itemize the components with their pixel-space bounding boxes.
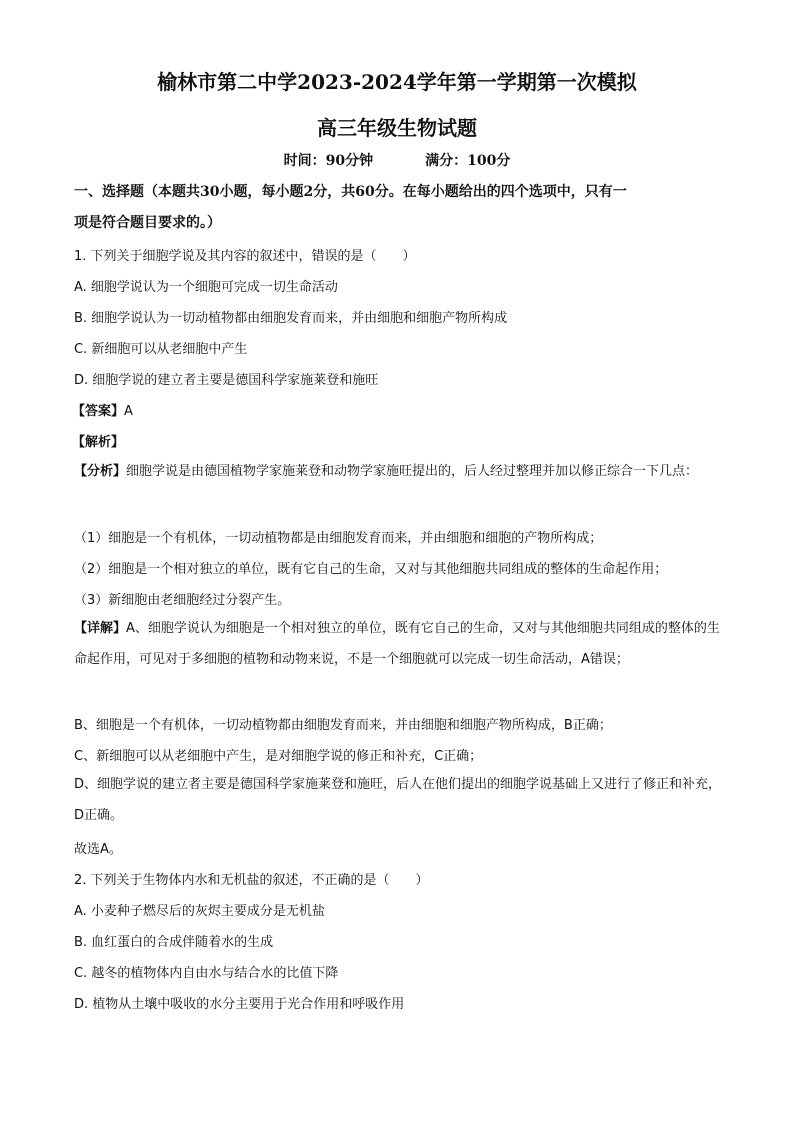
q1-analysis-tag: 【解析】	[72, 435, 125, 450]
q1-answer	[72, 400, 133, 419]
q1-option-a: A. 细胞学说认为一个细胞可完成一切生命活动	[74, 280, 338, 295]
section-heading-line1: 一、选择题（本题共30小题，每小题2分，共60分。在每小题给出的四个选项中，只有一	[74, 184, 627, 200]
exam-title-line1: 榆林市第二中学2023-2024学年第一学期第一次模拟	[157, 70, 637, 94]
xiangjie-a-text: A、细胞学说认为细胞是一个相对独立的单位，既有它自己的生命，又对与其他细胞共同组成的整体的生命起作用，可见对于多细胞的植物和动物来说，不是一个细胞就可以完成一切生命活动，A错误；	[74, 621, 720, 667]
q1-xiangjie-d: D、细胞学说的建立者主要是德国科学家施莱登和施旺，后人在他们提出的细胞学说基础上又进行了修正和补充，D正确。	[74, 777, 722, 823]
exam-title-line2: 高三年级生物试题	[317, 116, 477, 140]
q1-option-c: C. 新细胞可以从老细胞中产生	[74, 342, 248, 357]
exam-score: 满分：100分	[425, 153, 511, 169]
exam-time: 时间：90分钟	[283, 153, 374, 169]
q1-conclusion: 故选A。	[74, 842, 122, 857]
q2-stem: 2. 下列关于生物体内水和无机盐的叙述，不正确的是（ ）	[74, 873, 429, 888]
q1-option-b: B. 细胞学说认为一切动植物都由细胞发育而来，并由细胞和细胞产物所构成	[74, 311, 508, 326]
q1-point-2: （2）细胞是一个相对独立的单位，既有它自己的生命，又对与其他细胞共同组成的整体的生命起作用；	[74, 562, 668, 577]
q2-option-b: B. 血红蛋白的合成伴随着水的生成	[74, 935, 274, 950]
q1-point-1: （1）细胞是一个有机体，一切动植物都是由细胞发育而来，并由细胞和细胞的产物所构成；	[74, 531, 603, 546]
section-heading-line2: 项是符合题目要求的。）	[74, 215, 221, 231]
xiangjie-tag: 【详解】	[74, 621, 127, 636]
answer-value: A	[124, 404, 133, 419]
answer-tag: 【答案】	[72, 404, 125, 419]
q1-point-3: （3）新细胞由老细胞经过分裂产生。	[74, 593, 291, 608]
q1-xiangjie-c: C、新细胞可以从老细胞中产生，是对细胞学说的修正和补充，C正确；	[74, 749, 483, 764]
q2-option-a: A. 小麦种子燃尽后的灰烬主要成分是无机盐	[74, 904, 325, 919]
fenxi-text: 细胞学说是由德国植物学家施莱登和动物学家施旺提出的，后人经过整理并加以修正综合一下几点：	[126, 464, 699, 479]
q2-option-c: C. 越冬的植物体内自由水与结合水的比值下降	[74, 966, 339, 981]
exam-meta	[0, 150, 794, 170]
q1-xiangjie-b: B、细胞是一个有机体，一切动植物都由细胞发育而来，并由细胞和细胞产物所构成，B正确；	[74, 718, 612, 733]
q1-option-d: D. 细胞学说的建立者主要是德国科学家施莱登和施旺	[74, 373, 379, 388]
q1-xiangjie-a	[74, 613, 724, 675]
q1-fenxi	[74, 456, 724, 487]
q2-option-d: D. 植物从土壤中吸收的水分主要用于光合作用和呼吸作用	[74, 997, 405, 1012]
q1-stem: 1. 下列关于细胞学说及其内容的叙述中，错误的是（ ）	[74, 249, 416, 264]
fenxi-tag: 【分析】	[74, 464, 127, 479]
